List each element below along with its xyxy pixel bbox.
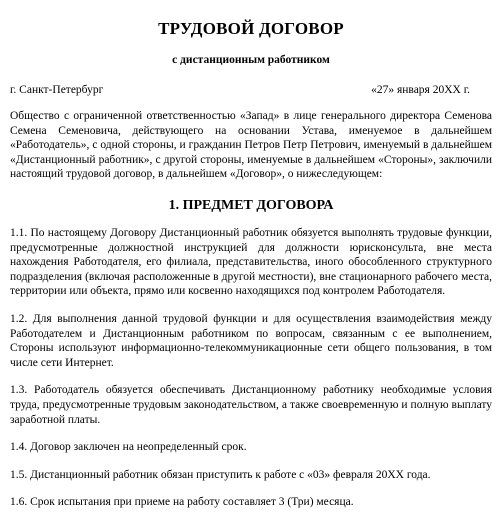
section-heading: 1. ПРЕДМЕТ ДОГОВОРА <box>168 197 334 213</box>
document-title: ТРУДОВОЙ ДОГОВОР <box>158 19 344 38</box>
clause-1-1: 1.1. По настоящему Договору Дистанционный работник обязуется выполнять трудовые функции, предусмотренные должностной инструкцией для должности юрисконсульта, вне места нахождения Работодателя, его филиала, представительства, иного обособленного структурного подразделения (включая расположенные в другой местности), вне стационарного рабочего места, территории или объекта, прямо или косвенно находящихся под контролем Работодателя. <box>10 226 492 298</box>
contract-place: г. Санкт-Петербург <box>10 84 104 96</box>
intro-paragraph: Общество с ограниченной ответственностью «Запад» в лице генерального директора Семенова Семена Семеновича, действующего на основании Устава, именуемое в дальнейшем «Работодатель», с одной стороны, и гражданин Петров Петр Петрович, именуемый в дальнейшем «Дистанционный работник», с другой стороны, именуемые в дальнейшем «Стороны», заключили настоящий трудовой договор, в дальнейшем «Договор», о нижеследующем: <box>10 110 492 181</box>
contract-date: «27» января 20ХХ г. <box>371 84 470 96</box>
clause-1-5: 1.5. Дистанционный работник обязан приступить к работе с «03» февраля 20ХХ года. <box>10 468 431 481</box>
clause-1-6: 1.6. Срок испытания при приеме на работу составляет 3 (Три) месяца. <box>10 496 354 509</box>
clause-1-3: 1.3. Работодатель обязуется обеспечивать Дистанционному работнику необходимые условия труда, предусмотренные трудовым законодательством, а также своевременную и полную выплату заработной платы. <box>10 384 492 426</box>
place-date-line <box>10 83 492 97</box>
clause-1-2: 1.2. Для выполнения данной трудовой функции и для осуществления взаимодействия между Работодателем и Дистанционным работником по вопросам, связанным с ее выполнением, Стороны используют информационно-телекоммуникационные сети общего пользования, в том числе сети Интернет. <box>10 312 492 369</box>
clause-1-4: 1.4. Договор заключен на неопределенный срок. <box>10 441 247 454</box>
document-subtitle: с дистанционным работником <box>172 54 330 66</box>
